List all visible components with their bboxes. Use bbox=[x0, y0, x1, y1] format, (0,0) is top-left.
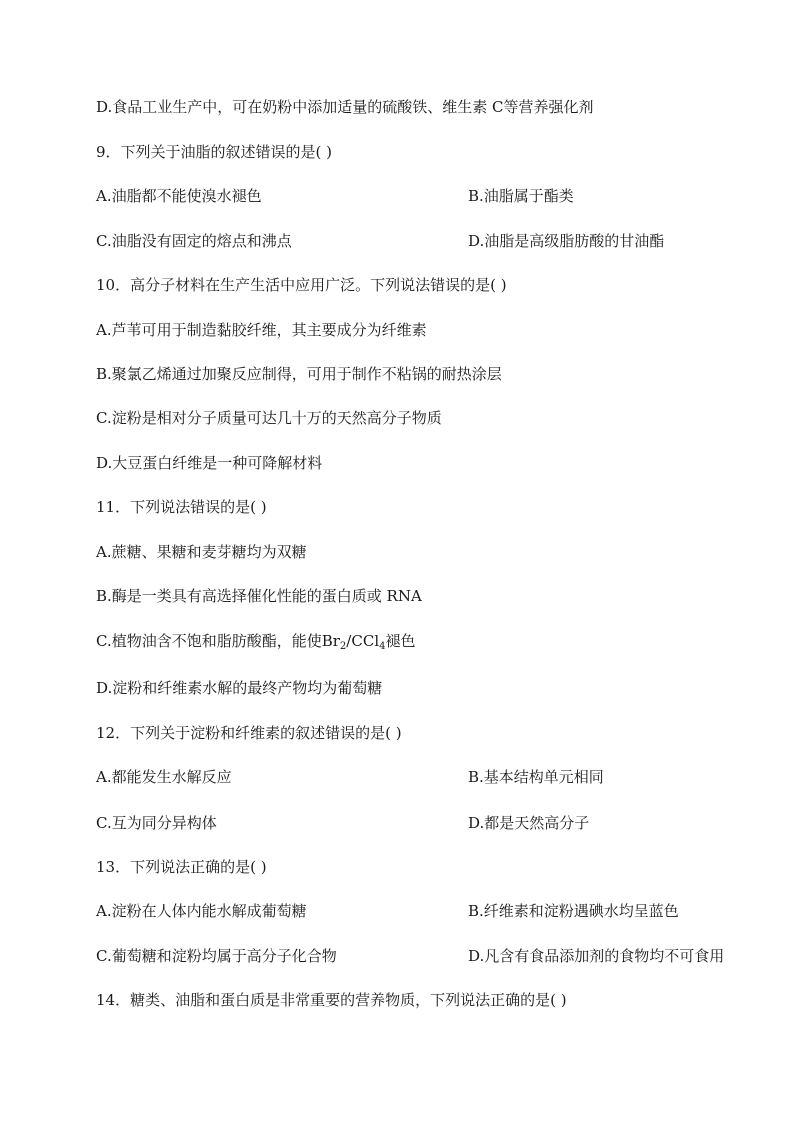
q13-options-row-2 bbox=[96, 946, 725, 966]
q9-option-d: D.油脂是高级脂肪酸的甘油酯 bbox=[468, 232, 665, 250]
q14-stem: 14．糖类、油脂和蛋白质是非常重要的营养物质，下列说法正确的是( ) bbox=[96, 991, 567, 1009]
formula-slash: / bbox=[346, 632, 352, 650]
q9-stem: 9．下列关于油脂的叙述错误的是( ) bbox=[96, 143, 333, 161]
q8-option-d: D.食品工业生产中，可在奶粉中添加适量的硫酸铁、维生素 C等营养强化剂 bbox=[96, 98, 594, 116]
q13-option-a: A.淀粉在人体内能水解成葡萄糖 bbox=[96, 902, 307, 920]
q11-option-c-suffix: 褪色 bbox=[385, 632, 416, 650]
q11-option-c-text: C.植物油含不饱和脂肪酸酯，能使 bbox=[96, 632, 322, 650]
q12-option-a: A.都能发生水解反应 bbox=[96, 768, 232, 786]
q10-stem: 10．高分子材料在生产生活中应用广泛。下列说法错误的是( ) bbox=[96, 276, 507, 294]
q9-option-b: B.油脂属于酯类 bbox=[468, 187, 574, 205]
q12-stem: 12．下列关于淀粉和纤维素的叙述错误的是( ) bbox=[96, 724, 402, 742]
q11-option-d: D.淀粉和纤维素水解的最终产物均为葡萄糖 bbox=[96, 679, 383, 697]
q10-option-a: A.芦苇可用于制造黏胶纤维，其主要成分为纤维素 bbox=[96, 321, 427, 339]
carbon-tetrachloride-formula: CCl$_4$ bbox=[351, 632, 386, 652]
q11-stem: 11．下列说法错误的是( ) bbox=[96, 498, 267, 516]
q11-option-a: A.蔗糖、果糖和麦芽糖均为双糖 bbox=[96, 543, 307, 561]
q10-option-c: C.淀粉是相对分子质量可达几十万的天然高分子物质 bbox=[96, 409, 442, 427]
q9-options-row-2 bbox=[96, 231, 665, 251]
q13-options-row-1 bbox=[96, 901, 679, 921]
q10-option-d: D.大豆蛋白纤维是一种可降解材料 bbox=[96, 454, 323, 472]
q13-option-c: C.葡萄糖和淀粉均属于高分子化合物 bbox=[96, 947, 337, 965]
q12-options-row-1 bbox=[96, 767, 604, 787]
q13-stem: 13．下列说法正确的是( ) bbox=[96, 858, 267, 876]
q12-option-d: D.都是天然高分子 bbox=[468, 814, 590, 832]
q10-option-b: B.聚氯乙烯通过加聚反应制得，可用于制作不粘锅的耐热涂层 bbox=[96, 365, 502, 383]
q13-option-d: D.凡含有食品添加剂的食物均不可食用 bbox=[468, 947, 725, 965]
q9-options-row-1 bbox=[96, 186, 574, 206]
q12-option-b: B.基本结构单元相同 bbox=[468, 768, 604, 786]
bromine-formula: $Br_2$ bbox=[321, 632, 347, 652]
q13-option-b: B.纤维素和淀粉遇碘水均呈蓝色 bbox=[468, 902, 679, 920]
q9-option-c: C.油脂没有固定的熔点和沸点 bbox=[96, 232, 292, 250]
q11-option-c bbox=[96, 631, 416, 651]
q12-option-c: C.互为同分异构体 bbox=[96, 814, 217, 832]
q12-options-row-2 bbox=[96, 813, 590, 833]
q11-option-b: B.酶是一类具有高选择催化性能的蛋白质或 RNA bbox=[96, 587, 422, 605]
q9-option-a: A.油脂都不能使溴水褪色 bbox=[96, 187, 262, 205]
